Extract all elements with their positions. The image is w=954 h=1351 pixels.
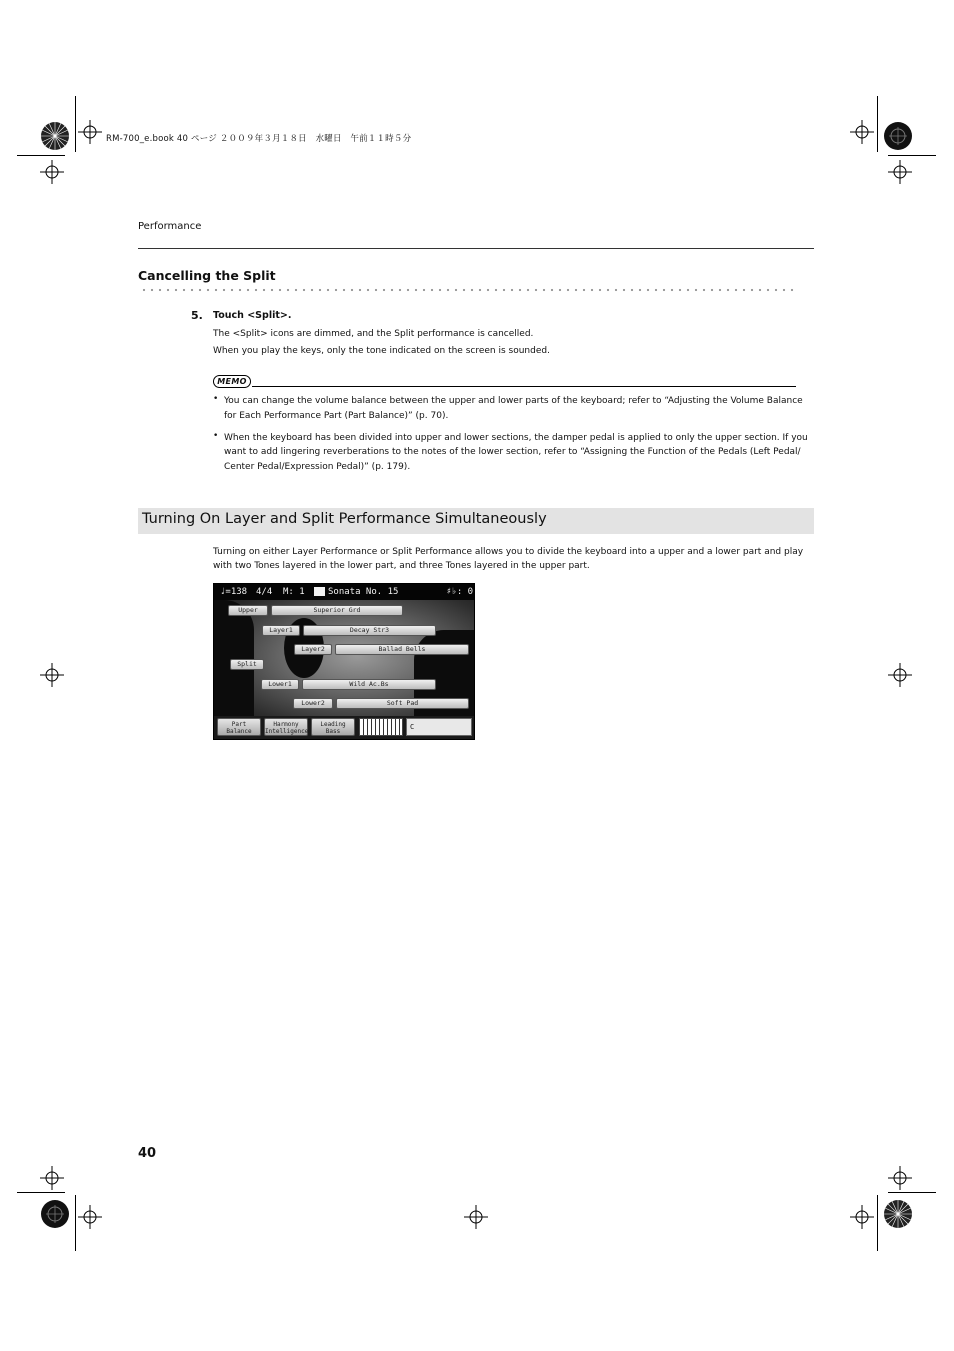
crop-mark [75,1195,76,1251]
crop-mark [75,96,76,152]
crosshair-icon [78,1205,102,1229]
song-name: Sonata No. 15 [328,587,399,597]
song-book-icon [314,587,325,596]
tone-button-layer1[interactable]: Decay Str3 [303,625,436,636]
section2-paragraph-line-1: Turning on either Layer Performance or Split Performance allows you to divide the keyboard into a upper and a lower part and play [213,547,804,557]
leading-bass-button[interactable] [311,718,355,736]
section-banner [138,508,814,534]
print-info: RM-700_e.book 40 ページ ２００９年３月１８日 水曜日 午前１１時５分 [106,134,412,144]
tone-button-upper[interactable]: Superior Grd [271,605,403,616]
crop-mark [888,155,936,156]
crosshair-icon [850,1205,874,1229]
tempo-readout: ♩=138 [220,587,248,597]
step-number: 5. [191,309,203,322]
running-head: Performance [138,221,202,232]
memo-bullet-2-line-2: want to add lingering reverberations to the notes of the lower section, refer to “Assigning the Function of the Pedals (Left Pedal/ [224,447,801,457]
key-field[interactable]: C [406,718,472,736]
harmony-intelligence-button[interactable] [264,718,308,736]
crop-mark [17,155,65,156]
screen-status-bar [214,584,474,600]
memo-badge: MEMO [213,375,251,388]
page-number: 40 [138,1146,157,1161]
part-button-lower1[interactable]: Lower1 [261,679,299,690]
step-description-1: The <Split> icons are dimmed, and the Split performance is cancelled. [213,329,534,339]
tone-button-lower1[interactable]: Wild Ac.Bs [302,679,436,690]
bullet-mark: • [213,431,219,441]
memo-bullet-1-line-2: for Each Performance Part (Part Balance)” (p. 70). [224,411,449,421]
device-screen [213,583,475,740]
tone-button-lower2[interactable]: Soft Pad [336,698,469,709]
registration-circle-icon [40,1199,70,1229]
harmony-label-2: Intelligence [265,728,309,735]
harmony-label-1: Harmony [273,721,299,728]
section-heading-cancelling-split: Cancelling the Split [138,268,276,283]
section2-paragraph-line-2: with two Tones layered in the lower part, and three Tones layered in the upper part. [213,561,590,571]
crop-mark [877,96,878,152]
crosshair-icon [464,1205,488,1229]
crosshair-icon [888,663,912,687]
registration-star-icon [40,121,70,151]
crop-mark [888,1192,936,1193]
crop-mark [17,1192,65,1193]
part-balance-button[interactable] [217,718,261,736]
crosshair-icon [78,120,102,144]
registration-circle-icon [883,121,913,151]
memo-bullet-2-line-1: When the keyboard has been divided into upper and lower sections, the damper pedal is applied to only the upper section. If you [224,433,808,443]
crosshair-icon [888,1166,912,1190]
section-heading-layer-split: Turning On Layer and Split Performance Simultaneously [142,511,547,527]
part-button-lower2[interactable]: Lower2 [293,698,333,709]
part-button-upper[interactable]: Upper [228,605,268,616]
memo-bullet-1-line-1: You can change the volume balance between the upper and lower parts of the keyboard; refer to “Adjusting the Volume Balance [224,396,803,406]
crosshair-icon [40,160,64,184]
crosshair-icon [850,120,874,144]
measure-readout: M: 1 [283,587,305,597]
crosshair-icon [40,1166,64,1190]
part-button-layer2[interactable]: Layer2 [294,644,332,655]
crosshair-icon [40,663,64,687]
bullet-mark: • [213,394,219,404]
keyboard-icon[interactable] [359,718,403,736]
leading-label-2: Bass [325,728,341,735]
tone-button-layer2[interactable]: Ballad Bells [335,644,469,655]
split-button[interactable]: Split [230,659,264,670]
header-rule [138,248,814,249]
crosshair-icon [888,160,912,184]
memo-rule [252,386,796,387]
transpose-readout: ♯♭: 0 [446,587,474,597]
registration-star-icon [883,1199,913,1229]
part-balance-label-2: Balance [226,728,252,735]
memo-bullet-2-line-3: Center Pedal/Expression Pedal)” (p. 179). [224,462,411,472]
step-description-2: When you play the keys, only the tone indicated on the screen is sounded. [213,346,550,356]
part-button-layer1[interactable]: Layer1 [262,625,300,636]
crop-mark [877,1195,878,1251]
screen-bottom-bar [214,716,474,740]
part-balance-label-1: Part [231,721,247,728]
leading-label-1: Leading [320,721,346,728]
time-signature-readout: 4/4 [256,587,273,597]
step-title: Touch <Split>. [213,310,292,321]
dotted-divider [140,288,794,292]
